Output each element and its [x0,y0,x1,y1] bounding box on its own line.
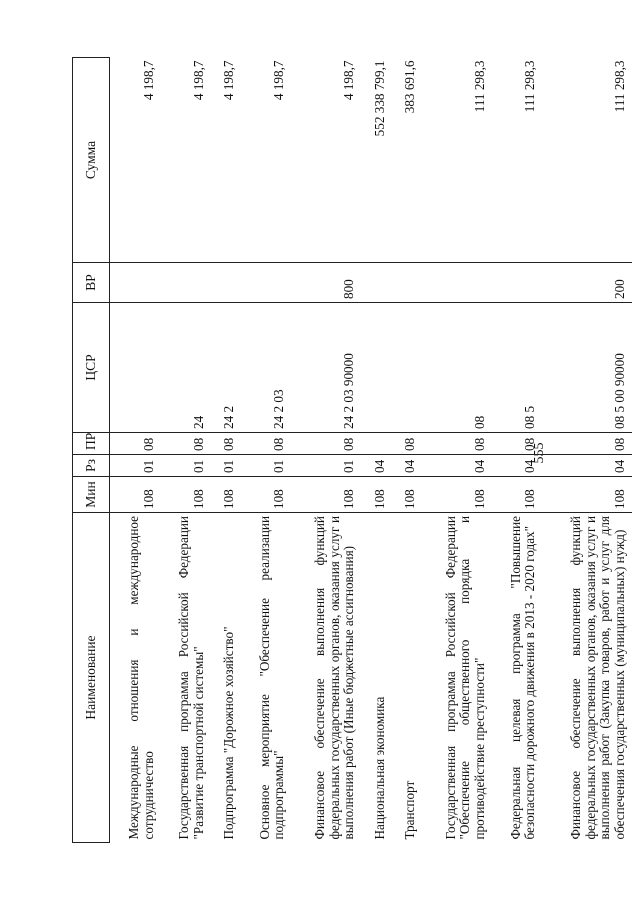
row-pr [361,433,391,455]
row-csr: 24 2 [221,405,237,429]
header-pr: ПР [73,433,110,455]
row-min: 108 [291,477,361,513]
header-rz: Рз [73,455,110,477]
row-pr: 08 [110,433,161,455]
row-csr: 08 [472,415,488,429]
row-vr [392,263,422,303]
table-row [291,58,361,843]
row-rz: 01 [271,459,287,473]
row-sum: 383 691,6 [402,60,418,114]
table-row [160,58,210,843]
row-name: Федеральная целевая программа "Повышение безопасности дорожного движения в 2013 - 2020 годах" [507,516,538,840]
row-sum: 111 298,3 [612,60,628,113]
header-name: Наименование [73,513,110,843]
row-min: 108 [422,477,492,513]
row-min: 108 [392,477,422,513]
table-row [361,58,391,843]
row-min: 108 [492,477,542,513]
row-vr [422,263,492,303]
row-name: Национальная экономика [371,696,387,840]
row-pr: 08 [291,433,361,455]
table-row [492,58,542,843]
row-csr: 08 5 [522,405,538,429]
row-rz: 01 [221,459,237,473]
row-name: Транспорт [402,780,418,840]
row-rz: 04 [402,459,418,473]
row-sum: 111 298,3 [472,60,488,113]
row-pr: 08 [160,433,210,455]
header-csr: ЦСР [73,303,110,433]
row-vr [241,263,291,303]
row-pr: 08 [392,433,422,455]
table-row [241,58,291,843]
row-min: 108 [241,477,291,513]
table-row [542,58,632,843]
row-vr [492,263,542,303]
row-vr [110,263,161,303]
row-rz: 04 [472,459,488,473]
table-row [422,58,492,843]
header-min: Мин [73,477,110,513]
row-sum: 4 198,7 [190,60,206,101]
row-sum: 552 338 799,1 [371,60,387,137]
row-rz: 01 [140,459,156,473]
row-vr: 800 [291,263,361,303]
row-pr: 08 [211,433,241,455]
budget-table [72,57,632,843]
row-sum: 4 198,7 [140,60,156,101]
row-sum: 4 198,7 [341,60,357,101]
row-name: Государственная программа Российской Федерации "Обеспечение общественного порядка и противодействие преступности" [442,516,488,840]
row-name: Финансовое обеспечение выполнения функций федеральных государственных органов, оказания услуг и выполнения работ (Закупка товаров, работ и услуг для обеспечения государственных (муниципальных) нужд) [567,516,628,840]
row-csr: 24 [190,415,206,429]
row-name: Финансовое обеспечение выполнения функций федеральных государственных органов, оказания услуг и выполнения работ (Иные бюджетные ассигнования) [311,516,357,840]
row-rz: 04 [522,459,538,473]
row-pr: 08 [422,433,492,455]
header-vr: ВР [73,263,110,303]
row-sum: 4 198,7 [271,60,287,101]
row-csr [361,303,391,433]
row-pr: 08 [241,433,291,455]
row-csr: 08 5 00 90000 [612,353,628,429]
row-rz: 01 [341,459,357,473]
row-min: 108 [361,477,391,513]
row-name: Международные отношения и международное сотрудничество [125,516,156,840]
row-vr [361,263,391,303]
row-name: Подпрограмма "Дорожное хозяйство" [221,626,237,840]
row-csr [110,303,161,433]
table-row [392,58,422,843]
row-csr: 24 2 03 90000 [341,353,357,429]
row-sum: 4 198,7 [221,60,237,101]
header-row [73,58,110,843]
page-number: 555 [532,442,547,464]
row-min: 108 [110,477,161,513]
row-min: 108 [542,477,632,513]
row-pr: 08 [492,433,542,455]
header-sum: Сумма [73,58,110,263]
row-csr [392,303,422,433]
row-name: Государственная программа Российской Федерации "Развитие транспортной системы" [176,516,206,840]
rotated-table-frame [72,58,632,843]
row-vr [160,263,210,303]
table-row [110,58,161,843]
row-rz: 01 [190,459,206,473]
row-sum: 111 298,3 [522,60,538,113]
row-min: 108 [160,477,210,513]
row-vr: 200 [542,263,632,303]
row-csr: 24 2 03 [271,389,287,429]
table-row [211,58,241,843]
row-name: Основное мероприятие "Обеспечение реализации подпрограммы" [256,516,287,840]
row-pr: 08 [542,433,632,455]
row-rz: 04 [371,459,387,473]
row-min: 108 [211,477,241,513]
row-vr [211,263,241,303]
row-rz: 04 [612,459,628,473]
